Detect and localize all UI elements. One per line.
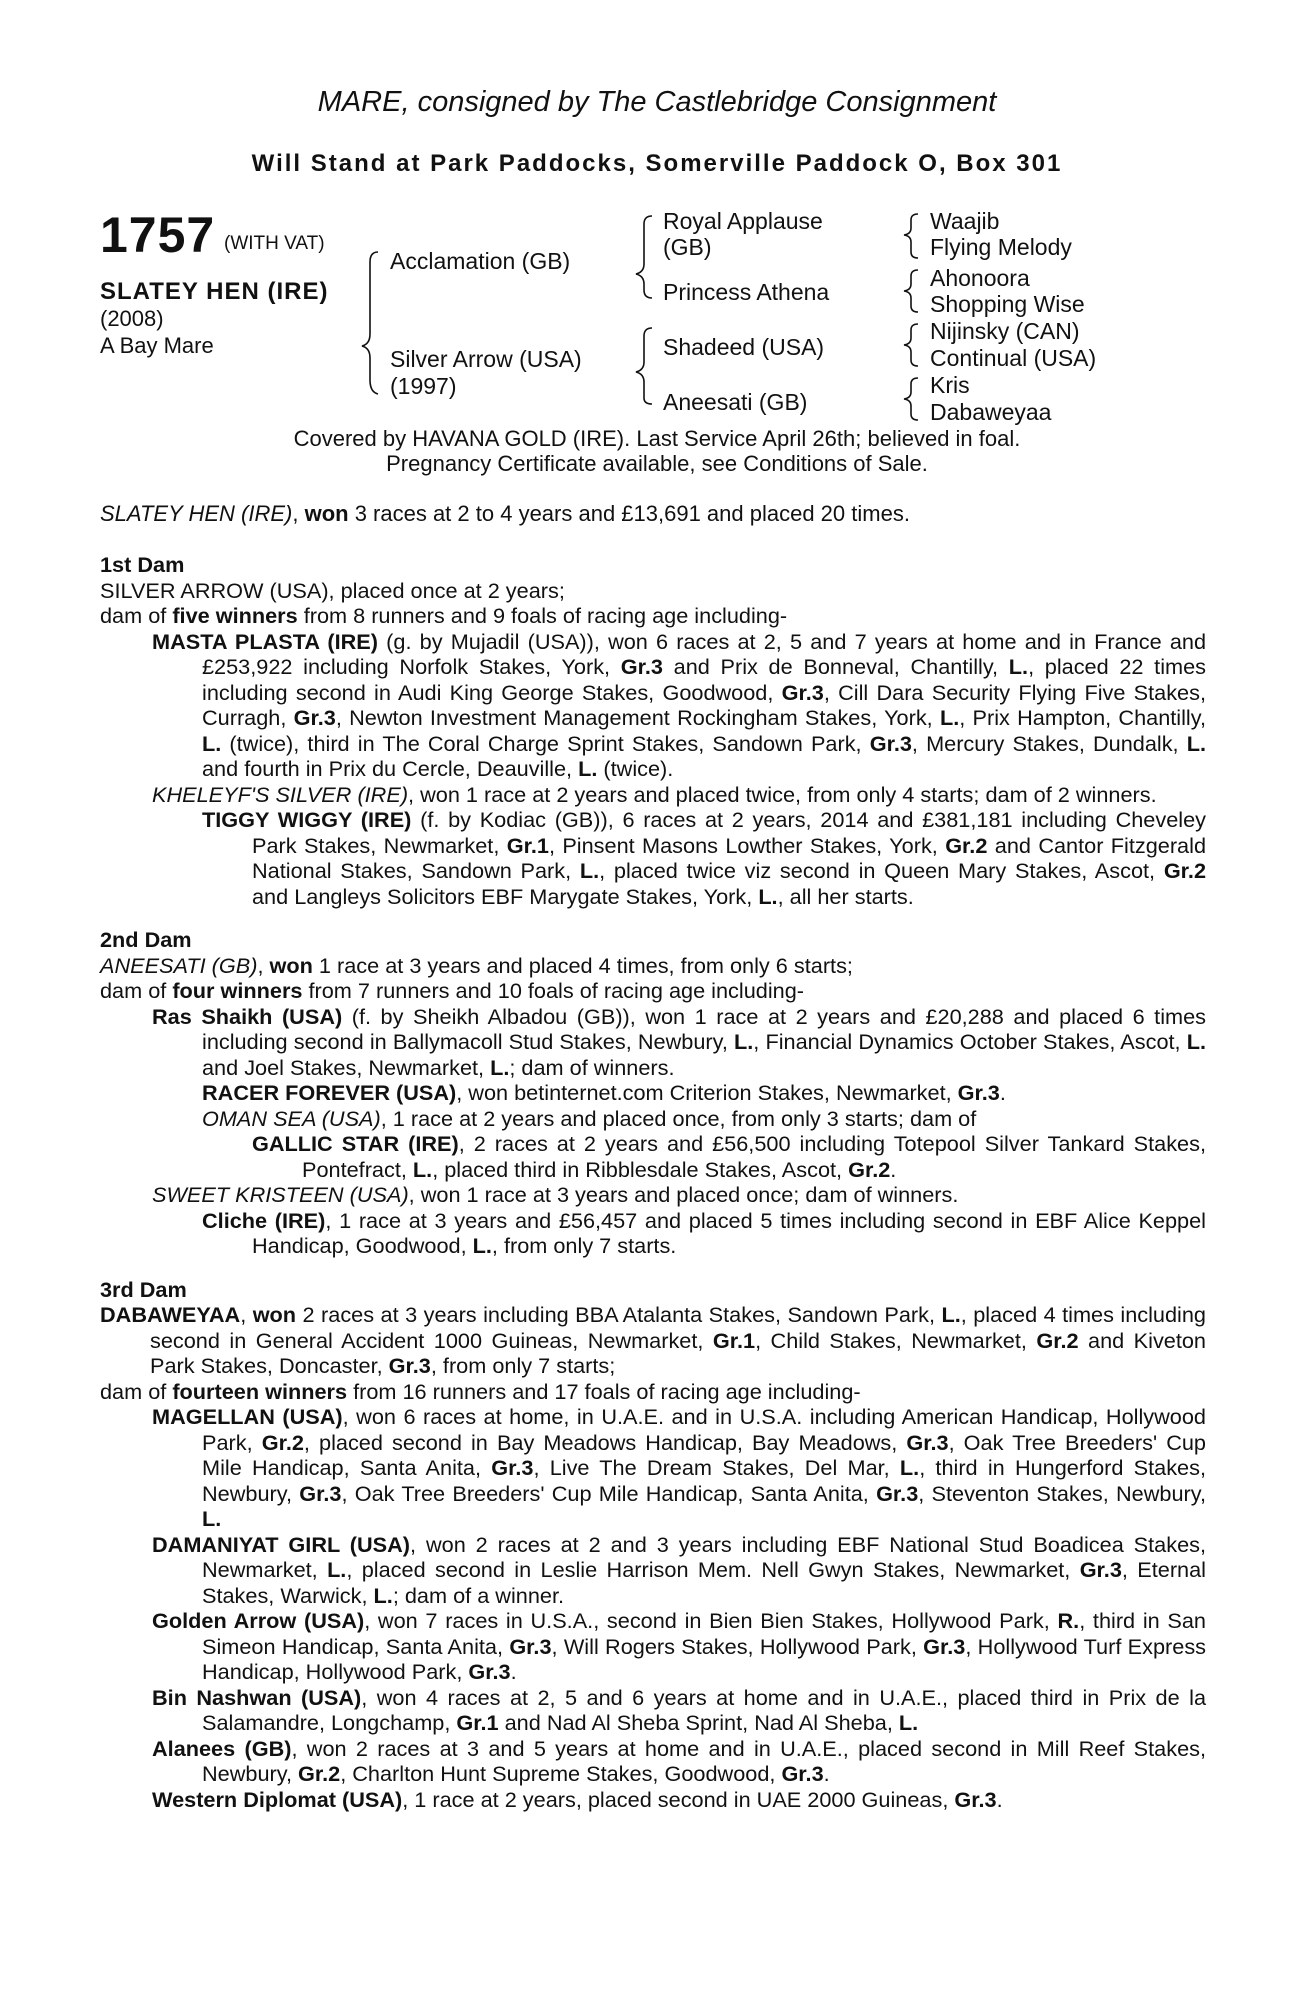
pedigree-ggp-8: Dabaweyaa	[930, 399, 1052, 425]
pedigree-dam-sire: Shadeed (USA)	[663, 334, 825, 360]
progeny-damaniyat-girl: DAMANIYAT GIRL (USA), won 2 races at 2 and 3 years including EBF National Stud Boadicea Stakes, Newmarket, L., placed second in Leslie Harrison Mem. Nell Gwyn Stakes, Newmarket, Gr.3, Eternal Stakes, Warwick, L.; dam of a winner.	[152, 1531, 1207, 1608]
progeny-masta-plasta: MASTA PLASTA (IRE) (g. by Mujadil (USA)), won 6 races at 2, 5 and 7 years at home and in France and £253,922 including Norfolk Stakes, York, Gr.3 and Prix de Bonneval, Chantilly, L., placed 22 times including second in Audi King George Stakes, Goodwood, Gr.3, Cill Dara Security Flying Five Stakes, Curragh, Gr.3, Newton Investment Management Rockingham Stakes, York, L., Prix Hampton, Chantilly, L. (twice), third in The Coral Charge Sprint Stakes, Sandown Park, Gr.3, Mercury Stakes, Dundalk, L. and fourth in Prix du Cercle, Deauville, L. (twice).	[152, 628, 1207, 781]
progeny-cliche: Cliche (IRE), 1 race at 3 years and £56,457 and placed 5 times including second in EBF Alice Keppel Handicap, Goodwood, L., from only 7 starts.	[202, 1207, 1206, 1258]
pedigree-ggp-6: Continual (USA)	[930, 345, 1097, 371]
progeny-tiggy-wiggy: TIGGY WIGGY (IRE) (f. by Kodiac (GB)), 6 races at 2 years, 2014 and £381,181 including Cheveley Park Stakes, Newmarket, Gr.1, Pinsent Masons Lowther Stakes, York, Gr.2 and Cantor Fitzgerald National Stakes, Sandown Park, L., placed twice viz second in Queen Mary Stakes, Ascot, Gr.2 and Langleys Solicitors EBF Marygate Stakes, York, L., all her starts.	[202, 807, 1207, 909]
horse-description: A Bay Mare	[100, 333, 214, 358]
horse-year: (2008)	[100, 306, 164, 331]
summary-won: won	[304, 501, 349, 526]
pedigree-ggp-4: Shopping Wise	[930, 291, 1085, 317]
lot-number: 1757	[100, 207, 216, 263]
pedigree-ggp-5: Nijinsky (CAN)	[930, 318, 1080, 344]
stand-location: Will Stand at Park Paddocks, Somerville Paddock O, Box 301	[251, 150, 1063, 177]
progeny-magellan: MAGELLAN (USA), won 6 races at home, in U.A.E. and in U.S.A. including American Handicap, Hollywood Park, Gr.2, placed second in Bay Meadows Handicap, Bay Meadows, Gr.3, Oak Tree Breeders' Cup Mile Handicap, Santa Anita, Gr.3, Live The Dream Stakes, Del Mar, L., third in Hungerford Stakes, Newbury, Gr.3, Oak Tree Breeders' Cup Mile Handicap, Santa Anita, Gr.3, Steventon Stakes, Newbury, L.	[152, 1404, 1206, 1531]
summary-horse-name: SLATEY HEN (IRE)	[100, 501, 293, 526]
progeny-kheleyfs-silver: KHELEYF'S SILVER (IRE), won 1 race at 2 years and placed twice, from only 4 starts; dam of 2 winners.	[152, 781, 1157, 807]
progeny-golden-arrow: Golden Arrow (USA), won 7 races in U.S.A., second in Bien Bien Stakes, Hollywood Park, R., third in San Simeon Handicap, Santa Anita, Gr.3, Will Rogers Stakes, Hollywood Park, Gr.3, Hollywood Turf Express Handicap, Hollywood Park, Gr.3.	[152, 1608, 1207, 1684]
progeny-sweet-kristeen: SWEET KRISTEEN (USA), won 1 race at 3 years and placed once; dam of winners.	[152, 1182, 959, 1207]
first-dam-line: SILVER ARROW (USA), placed once at 2 years;	[100, 577, 565, 603]
consignor-line: MARE, consigned by The Castlebridge Consignment	[317, 86, 997, 118]
progeny-western-diplomat: Western Diplomat (USA), 1 race at 2 years, placed second in UAE 2000 Guineas, Gr.3.	[152, 1786, 1003, 1812]
second-dam-line: ANEESATI (GB), won 1 race at 3 years and placed 4 times, from only 6 starts;	[100, 952, 853, 978]
family-details	[100, 552, 1206, 1812]
race-record-summary: SLATEY HEN (IRE), won 3 races at 2 to 4 years and £13,691 and placed 20 times.	[100, 501, 910, 526]
horse-name: SLATEY HEN (IRE)	[100, 278, 329, 305]
summary-text: 3 races at 2 to 4 years and £13,691 and placed 20 times.	[348, 501, 910, 526]
progeny-alanees: Alanees (GB), won 2 races at 3 and 5 years at home and in U.A.E., placed second in Mill Reef Stakes, Newbury, Gr.2, Charlton Hunt Supreme Stakes, Goodwood, Gr.3.	[152, 1735, 1207, 1786]
pedigree-sire-sire: Royal Applause	[663, 208, 823, 234]
third-dam-produce: dam of fourteen winners from 16 runners and 17 foals of racing age including-	[100, 1378, 861, 1404]
covered-line-2: Pregnancy Certificate available, see Conditions of Sale.	[386, 451, 928, 476]
progeny-ras-shaikh: Ras Shaikh (USA) (f. by Sheikh Albadou (GB)), won 1 race at 2 years and £20,288 and placed 6 times including second in Ballymacoll Stud Stakes, Newbury, L., Financial Dynamics October Stakes, Ascot, L. and Joel Stakes, Newmarket, L.; dam of winners.	[152, 1003, 1206, 1080]
second-dam-produce: dam of four winners from 7 runners and 10 foals of racing age including-	[100, 978, 804, 1003]
vat-note: (WITH VAT)	[224, 233, 325, 254]
progeny-oman-sea: OMAN SEA (USA), 1 race at 2 years and placed once, from only 3 starts; dam of	[202, 1105, 977, 1131]
pedigree-dam: Silver Arrow (USA)	[390, 346, 582, 372]
pedigree-braces	[0, 0, 1314, 440]
pedigree-ggp-3: Ahonoora	[930, 265, 1030, 291]
pedigree-dam-dam: Aneesati (GB)	[663, 389, 808, 415]
pedigree-sire: Acclamation (GB)	[390, 248, 571, 274]
covered-line-1: Covered by HAVANA GOLD (IRE). Last Service April 26th; believed in foal.	[293, 426, 1021, 451]
pedigree-ggp-2: Flying Melody	[930, 234, 1072, 260]
pedigree-sire-dam: Princess Athena	[663, 279, 830, 305]
pedigree-ggp-7: Kris	[930, 372, 970, 398]
progeny-racer-forever: RACER FOREVER (USA), won betinternet.com Criterion Stakes, Newmarket, Gr.3.	[202, 1080, 1006, 1105]
pedigree-dam-year: (1997)	[390, 373, 457, 399]
covered-note	[0, 426, 1314, 476]
third-dam-line: DABAWEYAA, won 2 races at 3 years including BBA Atalanta Stakes, Sandown Park, L., placed 4 times including second in General Accident 1000 Guineas, Newmarket, Gr.1, Child Stakes, Newmarket, Gr.2 and Kiveton Park Stakes, Doncaster, Gr.3, from only 7 starts;	[100, 1302, 1206, 1378]
first-dam-heading: 1st Dam	[100, 552, 185, 577]
third-dam-heading: 3rd Dam	[100, 1276, 187, 1302]
first-dam-produce: dam of five winners from 8 runners and 9 foals of racing age including-	[100, 603, 788, 628]
pedigree-sire-sire-country: (GB)	[663, 234, 712, 260]
progeny-bin-nashwan: Bin Nashwan (USA), won 4 races at 2, 5 and 6 years at home and in U.A.E., placed third in Prix de la Salamandre, Longchamp, Gr.1 and Nad Al Sheba Sprint, Nad Al Sheba, L.	[152, 1684, 1207, 1735]
pedigree-ggp-1: Waajib	[930, 208, 1000, 234]
progeny-gallic-star: GALLIC STAR (IRE), 2 races at 2 years and £56,500 including Totepool Silver Tankard Stakes, Pontefract, L., placed third in Ribblesdale Stakes, Ascot, Gr.2.	[252, 1131, 1206, 1182]
second-dam-heading: 2nd Dam	[100, 927, 192, 952]
